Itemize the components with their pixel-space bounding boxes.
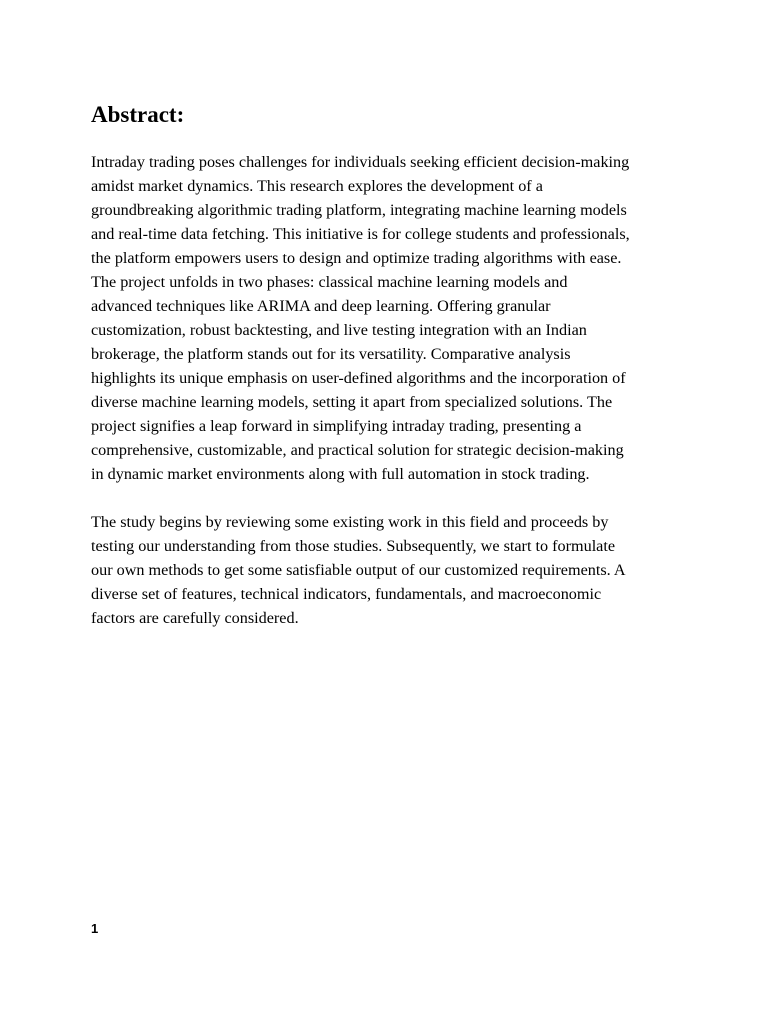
abstract-paragraph-1 xyxy=(91,150,691,486)
paragraph-line: Intraday trading poses challenges for individuals seeking efficient decision-making xyxy=(91,153,630,171)
paragraph-line: groundbreaking algorithmic trading platform, integrating machine learning models xyxy=(91,201,627,219)
paragraph-line: project signifies a leap forward in simplifying intraday trading, presenting a xyxy=(91,417,582,435)
paragraph-line: customization, robust backtesting, and live testing integration with an Indian xyxy=(91,321,587,339)
abstract-heading: Abstract: xyxy=(91,102,185,127)
paragraph-line: highlights its unique emphasis on user-defined algorithms and the incorporation of xyxy=(91,369,626,387)
page-number: 1 xyxy=(91,921,99,936)
paragraph-line: comprehensive, customizable, and practical solution for strategic decision-making xyxy=(91,441,624,459)
paragraph-line: diverse set of features, technical indicators, fundamentals, and macroeconomic xyxy=(91,585,602,603)
paragraph-line: testing our understanding from those studies. Subsequently, we start to formulate xyxy=(91,537,616,555)
paragraph-line: advanced techniques like ARIMA and deep learning. Offering granular xyxy=(91,297,551,315)
paragraph-line: diverse machine learning models, setting it apart from specialized solutions. The xyxy=(91,393,613,411)
abstract-paragraph-2 xyxy=(91,510,691,630)
paragraph-line: amidst market dynamics. This research explores the development of a xyxy=(91,177,543,195)
paragraph-line: our own methods to get some satisfiable output of our customized requirements. A xyxy=(91,561,626,579)
paragraph-line: The study begins by reviewing some existing work in this field and proceeds by xyxy=(91,513,609,531)
paragraph-line: in dynamic market environments along with full automation in stock trading. xyxy=(91,465,590,483)
paragraph-line: and real-time data fetching. This initiative is for college students and professionals, xyxy=(91,225,630,243)
paragraph-line: the platform empowers users to design and optimize trading algorithms with ease. xyxy=(91,249,622,267)
paragraph-line: brokerage, the platform stands out for its versatility. Comparative analysis xyxy=(91,345,571,363)
paragraph-line: The project unfolds in two phases: classical machine learning models and xyxy=(91,273,568,291)
paragraph-line: factors are carefully considered. xyxy=(91,609,299,627)
